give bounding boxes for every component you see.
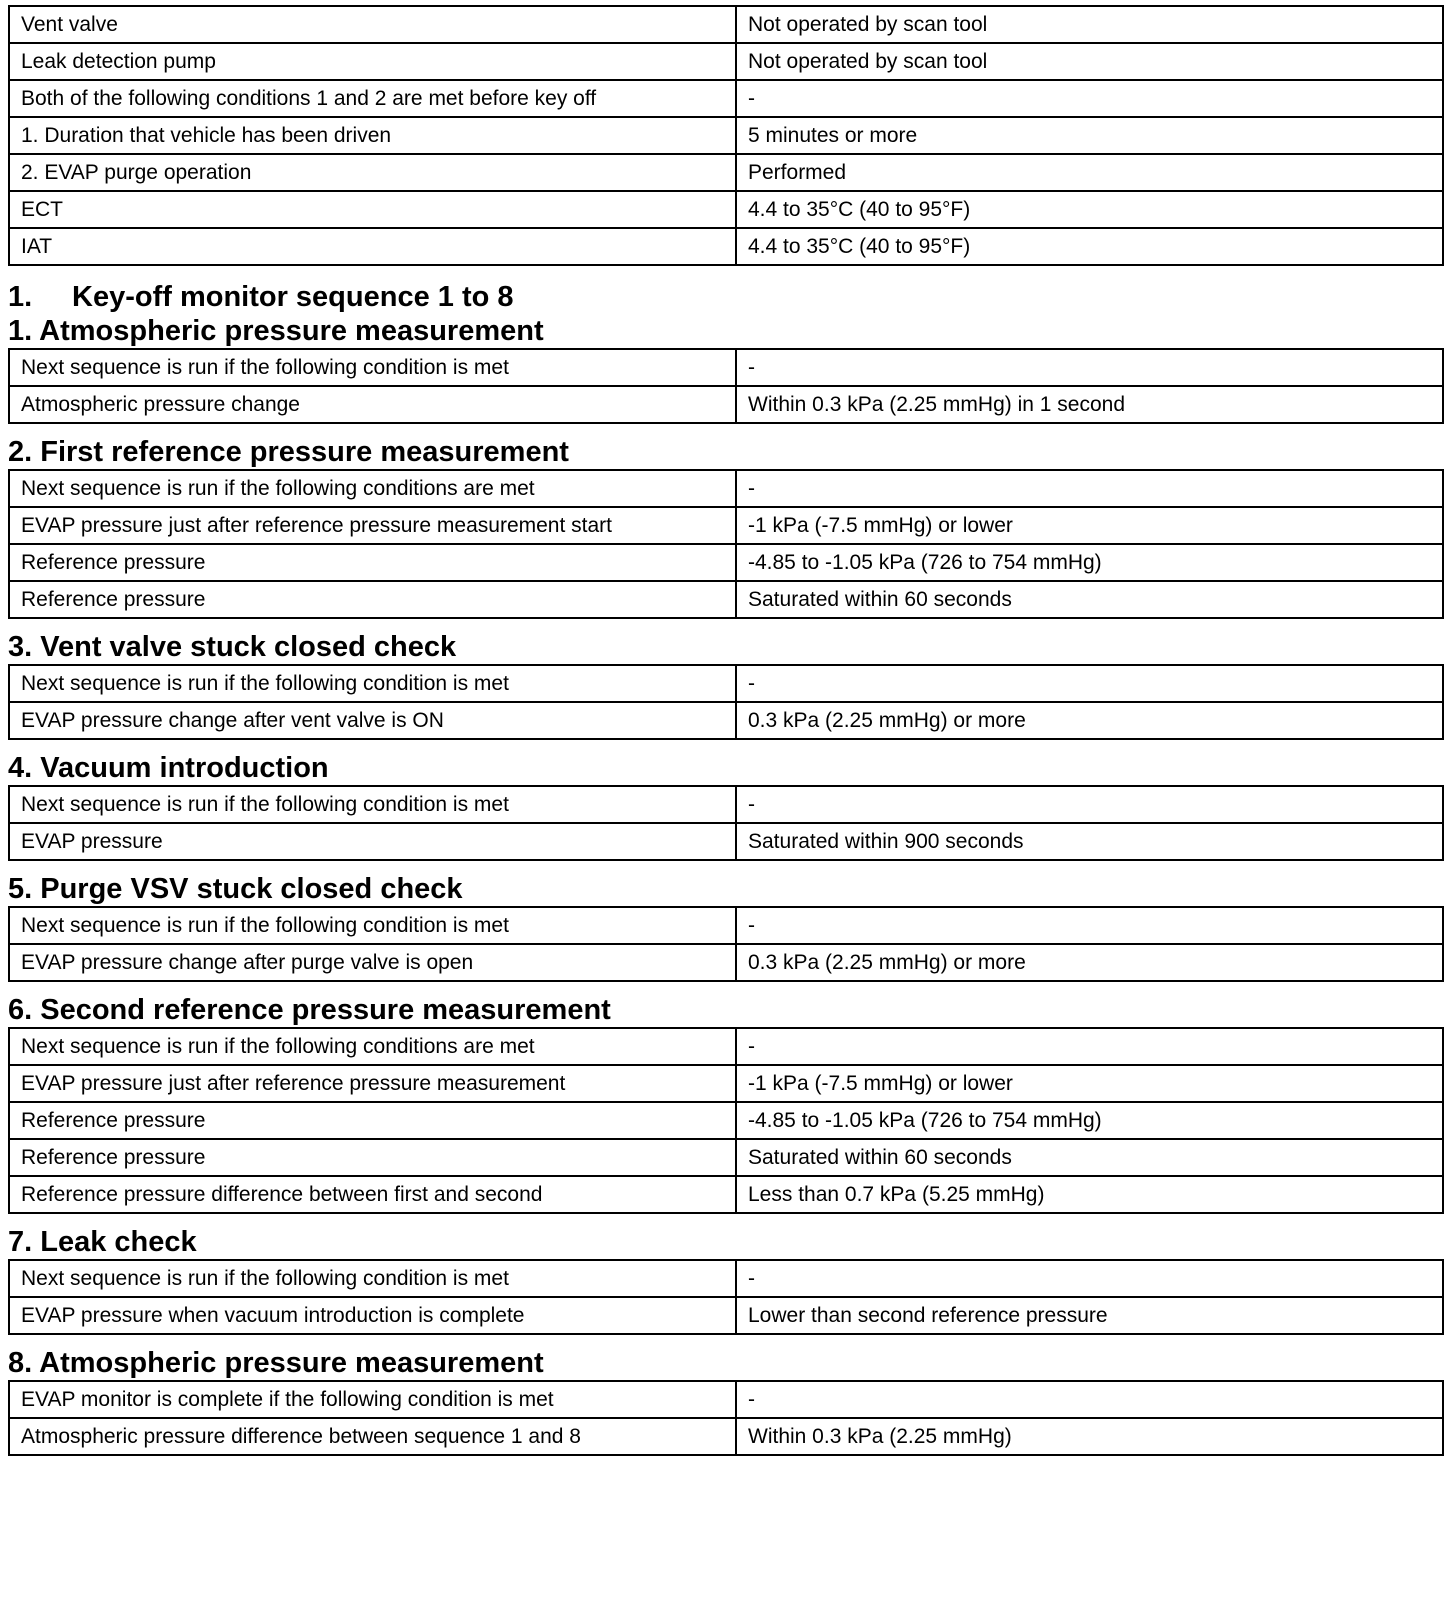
condition-value: -	[736, 1260, 1443, 1297]
condition-value: Within 0.3 kPa (2.25 mmHg) in 1 second	[736, 386, 1443, 423]
section-heading: 4. Vacuum introduction	[8, 752, 329, 784]
condition-label: Reference pressure	[9, 581, 736, 618]
table-row	[9, 6, 1443, 43]
section-heading: 5. Purge VSV stuck closed check	[8, 873, 463, 905]
condition-value: 0.3 kPa (2.25 mmHg) or more	[736, 702, 1443, 739]
main-heading	[8, 280, 1444, 314]
condition-label: Reference pressure	[9, 544, 736, 581]
table-row	[9, 944, 1443, 981]
table-row	[9, 702, 1443, 739]
condition-label: Reference pressure difference between first and second	[9, 1176, 736, 1213]
condition-value: -	[736, 80, 1443, 117]
table-row	[9, 786, 1443, 823]
section-heading: 2. First reference pressure measurement	[8, 436, 569, 468]
table-row	[9, 191, 1443, 228]
table-row	[9, 1028, 1443, 1065]
sequence-table	[8, 906, 1444, 982]
condition-value: Saturated within 60 seconds	[736, 1139, 1443, 1176]
condition-value: -1 kPa (-7.5 mmHg) or lower	[736, 1065, 1443, 1102]
condition-label: IAT	[9, 228, 736, 265]
condition-label: EVAP pressure just after reference pressure measurement	[9, 1065, 736, 1102]
table-row	[9, 386, 1443, 423]
condition-label: Next sequence is run if the following conditions are met	[9, 1028, 736, 1065]
condition-label: Leak detection pump	[9, 43, 736, 80]
condition-label: 1. Duration that vehicle has been driven	[9, 117, 736, 154]
condition-label: Next sequence is run if the following condition is met	[9, 665, 736, 702]
table-row	[9, 1381, 1443, 1418]
condition-value: -	[736, 786, 1443, 823]
condition-label: Next sequence is run if the following condition is met	[9, 349, 736, 386]
condition-value: -	[736, 1028, 1443, 1065]
condition-value: -	[736, 470, 1443, 507]
table-row	[9, 823, 1443, 860]
section-heading: 1. Atmospheric pressure measurement	[8, 315, 544, 347]
table-row	[9, 507, 1443, 544]
condition-label: Both of the following conditions 1 and 2 are met before key off	[9, 80, 736, 117]
condition-value: -	[736, 349, 1443, 386]
condition-label: Next sequence is run if the following condition is met	[9, 786, 736, 823]
condition-value: -	[736, 665, 1443, 702]
condition-value: -4.85 to -1.05 kPa (726 to 754 mmHg)	[736, 544, 1443, 581]
table-row	[9, 1065, 1443, 1102]
section-heading: 3. Vent valve stuck closed check	[8, 631, 457, 663]
condition-label: EVAP pressure when vacuum introduction is complete	[9, 1297, 736, 1334]
sequence-table	[8, 785, 1444, 861]
table-row	[9, 1418, 1443, 1455]
condition-label: Reference pressure	[9, 1102, 736, 1139]
condition-label: EVAP monitor is complete if the following condition is met	[9, 1381, 736, 1418]
sequence-table	[8, 1380, 1444, 1456]
condition-value: Lower than second reference pressure	[736, 1297, 1443, 1334]
section-heading: 8. Atmospheric pressure measurement	[8, 1347, 544, 1379]
table-row	[9, 117, 1443, 154]
preconditions-table	[8, 5, 1444, 266]
table-row	[9, 1260, 1443, 1297]
condition-value: 4.4 to 35°C (40 to 95°F)	[736, 228, 1443, 265]
condition-label: ECT	[9, 191, 736, 228]
sequence-table	[8, 1027, 1444, 1214]
table-row	[9, 349, 1443, 386]
sequence-table	[8, 664, 1444, 740]
table-row	[9, 1139, 1443, 1176]
table-row	[9, 907, 1443, 944]
sequence-table	[8, 469, 1444, 619]
condition-label: EVAP pressure change after vent valve is ON	[9, 702, 736, 739]
table-row	[9, 581, 1443, 618]
table-row	[9, 154, 1443, 191]
condition-label: Atmospheric pressure change	[9, 386, 736, 423]
condition-value: Not operated by scan tool	[736, 43, 1443, 80]
condition-label: EVAP pressure	[9, 823, 736, 860]
table-row	[9, 228, 1443, 265]
table-row	[9, 1176, 1443, 1213]
condition-label: Next sequence is run if the following condition is met	[9, 1260, 736, 1297]
main-heading-number: 1.	[8, 281, 33, 313]
table-row	[9, 43, 1443, 80]
condition-value: 4.4 to 35°C (40 to 95°F)	[736, 191, 1443, 228]
condition-value: Saturated within 60 seconds	[736, 581, 1443, 618]
condition-value: 0.3 kPa (2.25 mmHg) or more	[736, 944, 1443, 981]
condition-value: Performed	[736, 154, 1443, 191]
table-row	[9, 470, 1443, 507]
condition-value: -1 kPa (-7.5 mmHg) or lower	[736, 507, 1443, 544]
condition-label: Vent valve	[9, 6, 736, 43]
condition-label: 2. EVAP purge operation	[9, 154, 736, 191]
condition-label: EVAP pressure just after reference pressure measurement start	[9, 507, 736, 544]
condition-label: EVAP pressure change after purge valve is open	[9, 944, 736, 981]
condition-value: Within 0.3 kPa (2.25 mmHg)	[736, 1418, 1443, 1455]
condition-value: Less than 0.7 kPa (5.25 mmHg)	[736, 1176, 1443, 1213]
table-row	[9, 665, 1443, 702]
sequence-table	[8, 1259, 1444, 1335]
condition-value: -4.85 to -1.05 kPa (726 to 754 mmHg)	[736, 1102, 1443, 1139]
section-heading: 6. Second reference pressure measurement	[8, 994, 611, 1026]
table-row	[9, 1102, 1443, 1139]
document-page	[8, 5, 1444, 1456]
condition-value: -	[736, 1381, 1443, 1418]
sequence-table	[8, 348, 1444, 424]
condition-value: 5 minutes or more	[736, 117, 1443, 154]
table-row	[9, 544, 1443, 581]
table-row	[9, 1297, 1443, 1334]
condition-label: Reference pressure	[9, 1139, 736, 1176]
condition-label: Next sequence is run if the following condition is met	[9, 907, 736, 944]
condition-label: Next sequence is run if the following conditions are met	[9, 470, 736, 507]
condition-value: Not operated by scan tool	[736, 6, 1443, 43]
condition-value: -	[736, 907, 1443, 944]
condition-label: Atmospheric pressure difference between sequence 1 and 8	[9, 1418, 736, 1455]
table-row	[9, 80, 1443, 117]
section-heading: 7. Leak check	[8, 1226, 197, 1258]
condition-value: Saturated within 900 seconds	[736, 823, 1443, 860]
main-heading-title: Key-off monitor sequence 1 to 8	[72, 281, 514, 313]
